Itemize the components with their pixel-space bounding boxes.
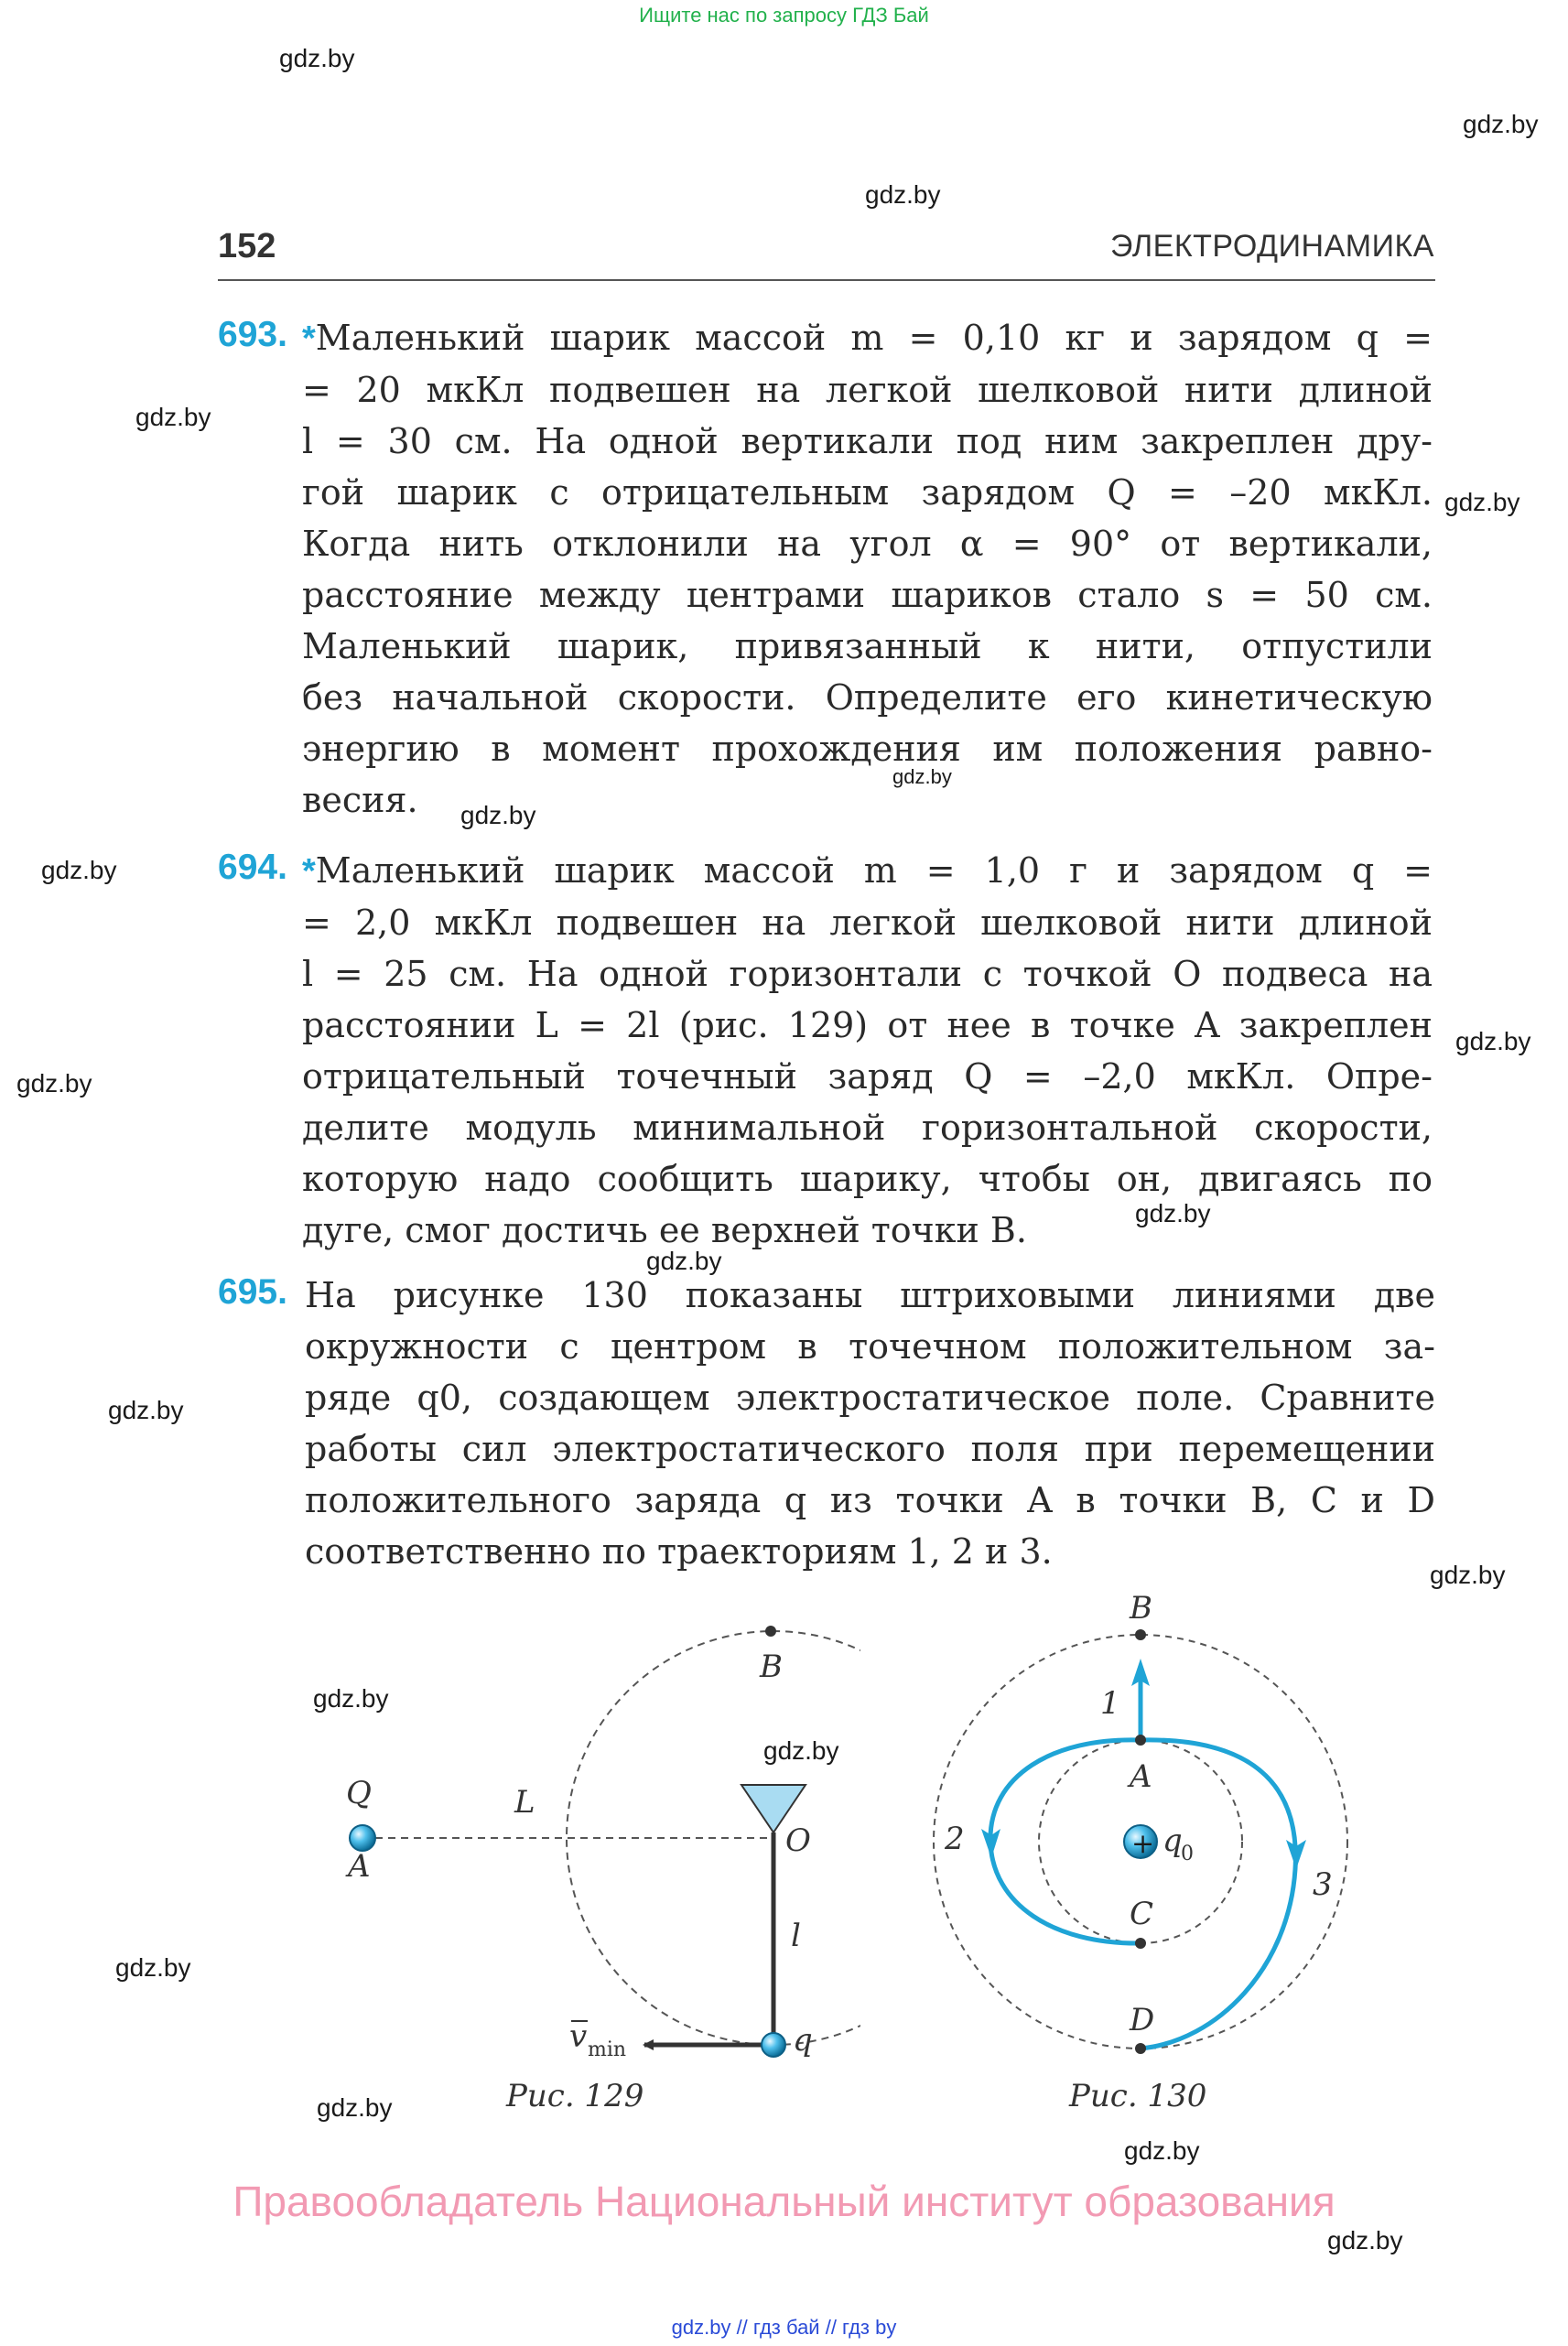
label-path-3: 3: [1313, 1866, 1333, 1903]
watermark: gdz.by: [115, 1953, 191, 1982]
problem-number: 695.: [218, 1272, 287, 1312]
label-path-1: 1: [1100, 1685, 1120, 1722]
watermark: gdz.by: [108, 1396, 184, 1424]
watermark: gdz.by: [1135, 1199, 1211, 1227]
label-v: v: [569, 2018, 588, 2055]
plus-sign: +: [1131, 1828, 1155, 1860]
label-vmin-sub: min: [588, 2038, 627, 2061]
point-C: [1135, 1938, 1146, 1949]
figure-130-caption: Рис. 130: [1069, 2078, 1207, 2114]
label-O: O: [785, 1822, 811, 1859]
watermark: gdz.by: [135, 403, 211, 431]
watermark: gdz.by: [1455, 1027, 1531, 1055]
problem-695-text: На рисунке 130 показаны штриховыми линиями две окружности с центром в точечном положительном за- ряде q0, создающем электростатическое поле. Сравните работы сил электростатического поля при перемещении положительного заряда q из точки A в точки B, C и D соответственно по траекториям 1, 2 и 3.: [305, 1275, 1435, 1572]
figure-129: [311, 1593, 860, 2105]
label-L: L: [514, 1784, 535, 1821]
watermark: gdz.by: [317, 2093, 393, 2122]
label-l: l: [791, 1918, 801, 1954]
problem-693-text: *Маленький шарик массой m = 0,10 кг и зарядом q = = 20 мкКл подвешен на легкой шелковой нити длиной l = 30 см. На одной вертикали под ним закреплен дру- гой шарик с отрицательным зарядом Q = –20 мкКл. Когда нить отклонили на угол α = 90° от вертикали, расстояние между центрами шариков стало s = 50 см. Маленький шарик, привязанный к нити, отпустили без начальной скорости. Определите его кинетическую энергию в момент прохождения им положения равно- весия.: [302, 318, 1433, 820]
watermark: gdz.by: [279, 44, 355, 72]
watermark: gdz.by: [892, 765, 952, 788]
star-mark: *: [302, 852, 316, 891]
header-divider: [218, 279, 1435, 281]
watermark: gdz.by: [460, 801, 536, 829]
label-B: B: [1130, 1590, 1152, 1627]
label-D: D: [1130, 2002, 1155, 2038]
point-D: [1135, 2043, 1146, 2054]
watermark: gdz.by: [41, 856, 117, 884]
watermark: gdz.by: [1327, 2226, 1403, 2254]
point-B: [765, 1626, 776, 1637]
top-banner: Ищите нас по запросу ГДЗ Бай: [639, 4, 929, 27]
label-B: B: [760, 1649, 783, 1685]
watermark: gdz.by: [1124, 2136, 1200, 2165]
watermark: gdz.by: [646, 1247, 722, 1275]
watermark: gdz.by: [763, 1736, 839, 1765]
page-number: 152: [218, 227, 276, 265]
label-A: A: [348, 1848, 371, 1885]
bottom-links[interactable]: gdz.by // гдз бай // гдз by: [671, 2316, 897, 2339]
label-A: A: [1130, 1758, 1152, 1795]
charge-q-ball: [762, 2033, 785, 2057]
label-q0-sub: 0: [1181, 1843, 1194, 1865]
label-path-2: 2: [945, 1821, 965, 1857]
problem-694-text: *Маленький шарик массой m = 1,0 г и зарядом q = = 2,0 мкКл подвешен на легкой шелковой нити длиной l = 25 см. На одной горизонтали с точкой O подвеса на расстоянии L = 2l (рис. 129) от нее в точке A закреплен отрицательный точечный заряд Q = –2,0 мкКл. Опре- делите модуль минимальной горизонтальной скорости, которую надо сообщить шарику, чтобы он, двигаясь по дуге, смог достичь ее верхней точки B.: [302, 850, 1433, 1250]
point-B: [1135, 1629, 1146, 1640]
copyright-footer: Правообладатель Национальный институт образования: [232, 2178, 1336, 2225]
problem-number: 694.: [218, 848, 287, 887]
label-q0: q: [1162, 1822, 1183, 1859]
section-title: ЭЛЕКТРОДИНАМИКА: [1110, 229, 1434, 264]
watermark: gdz.by: [313, 1684, 389, 1713]
point-A: [1135, 1735, 1146, 1746]
figure-129-caption: Рис. 129: [506, 2078, 644, 2114]
label-C: C: [1130, 1896, 1154, 1932]
problem-number: 693.: [218, 315, 287, 354]
watermark: gdz.by: [1463, 110, 1539, 138]
watermark: gdz.by: [1430, 1561, 1506, 1589]
label-Q: Q: [346, 1775, 372, 1811]
watermark: gdz.by: [16, 1069, 92, 1097]
star-mark: *: [302, 319, 316, 358]
figure-130: [915, 1584, 1373, 2078]
watermark: gdz.by: [865, 180, 941, 209]
trajectory-2: [990, 1740, 1141, 1943]
charge-Q-ball: [350, 1825, 375, 1851]
watermark: gdz.by: [1444, 488, 1520, 516]
label-q: q: [793, 2022, 813, 2059]
